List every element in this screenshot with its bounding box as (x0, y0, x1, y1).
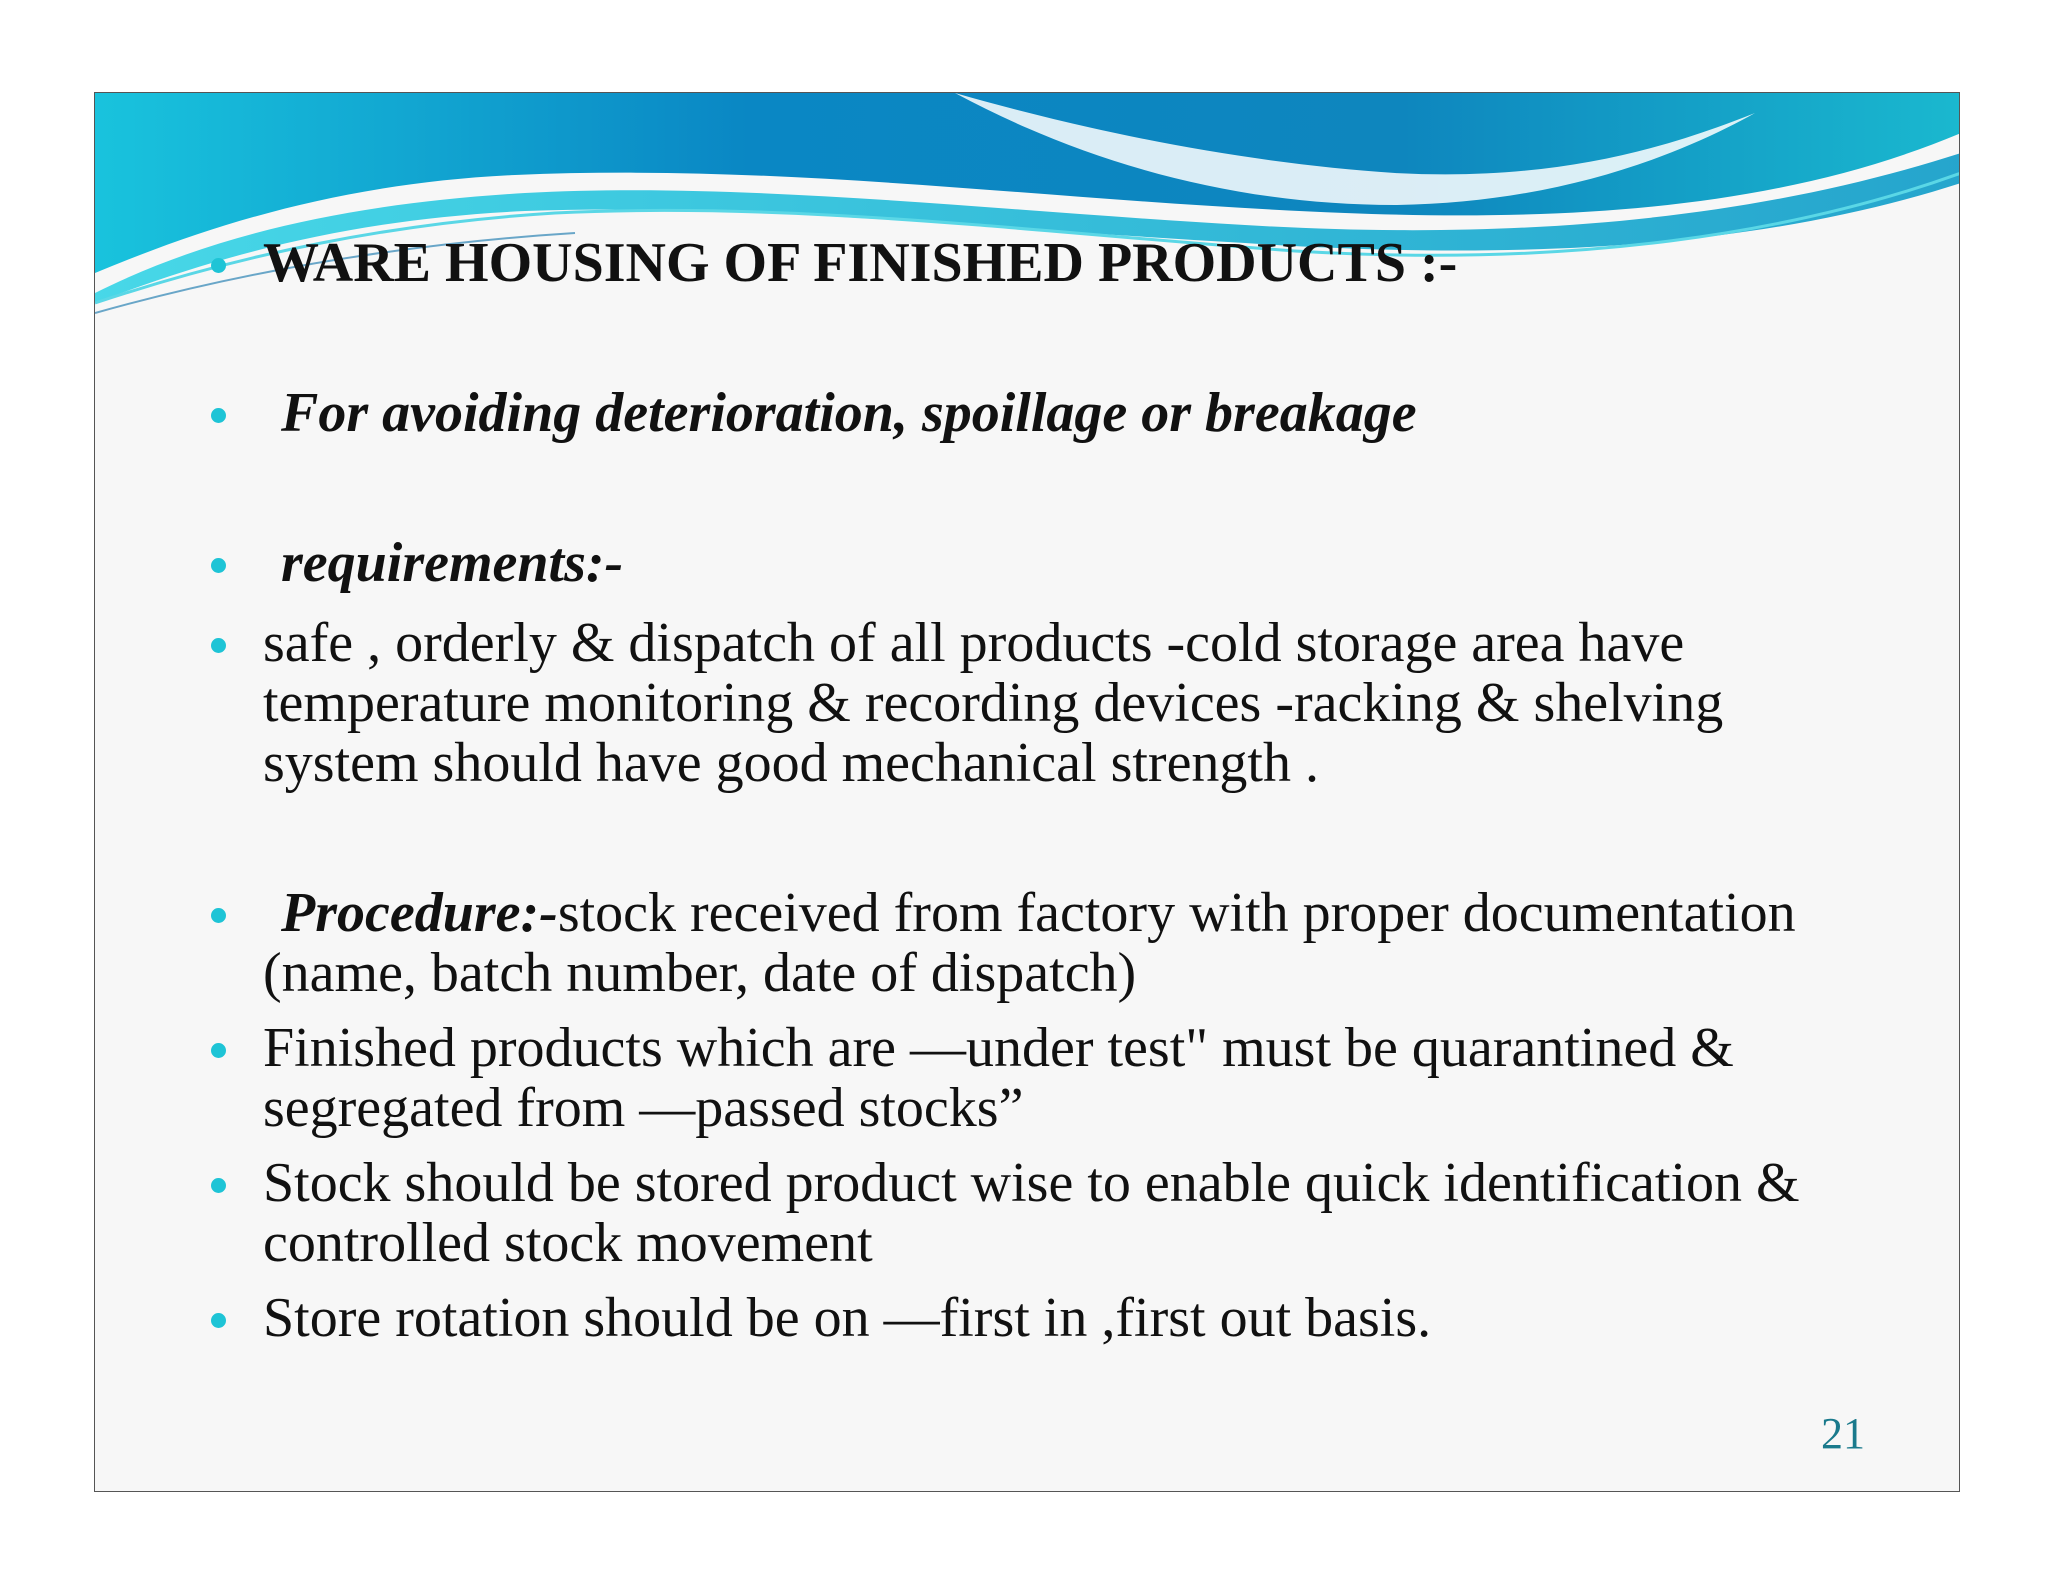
bullet-dot (211, 1313, 226, 1328)
requirements-text: safe , orderly & dispatch of all products -cold storage area have temperature monitoring & recording devices -racking & shelving system should have good mechanical strength . (263, 612, 1724, 794)
bullet-dot (211, 908, 226, 923)
bullet-dot (211, 638, 226, 653)
stock-text: Stock should be stored product wise to enable quick identification & controlled stock movement (263, 1152, 1800, 1274)
procedure-paragraph (263, 883, 1883, 1003)
rotation-text: Store rotation should be on ―first in ,first out basis. (263, 1287, 1432, 1349)
procedure-text: stock received from factory with proper documentation (name, batch number, date of dispatch) (263, 882, 1796, 1004)
page-number: 21 (1821, 1409, 1865, 1458)
bullet-dot (211, 1178, 226, 1193)
subtitle-text: For avoiding deterioration, spoillage or breakage (281, 382, 1417, 444)
slide (94, 92, 1960, 1492)
slide-content (95, 93, 1960, 1492)
quarantine-text: Finished products which are ―under test" must be quarantined & segregated from ―passed stocks” (263, 1017, 1734, 1139)
bullet-dot (211, 408, 226, 423)
bullet-dot (211, 258, 226, 273)
procedure-label: Procedure:- (281, 882, 558, 944)
requirements-label: requirements:- (281, 532, 624, 594)
slide-title: WARE HOUSING OF FINISHED PRODUCTS :- (263, 232, 1458, 294)
bullet-dot (211, 558, 226, 573)
bullet-dot (211, 1043, 226, 1058)
